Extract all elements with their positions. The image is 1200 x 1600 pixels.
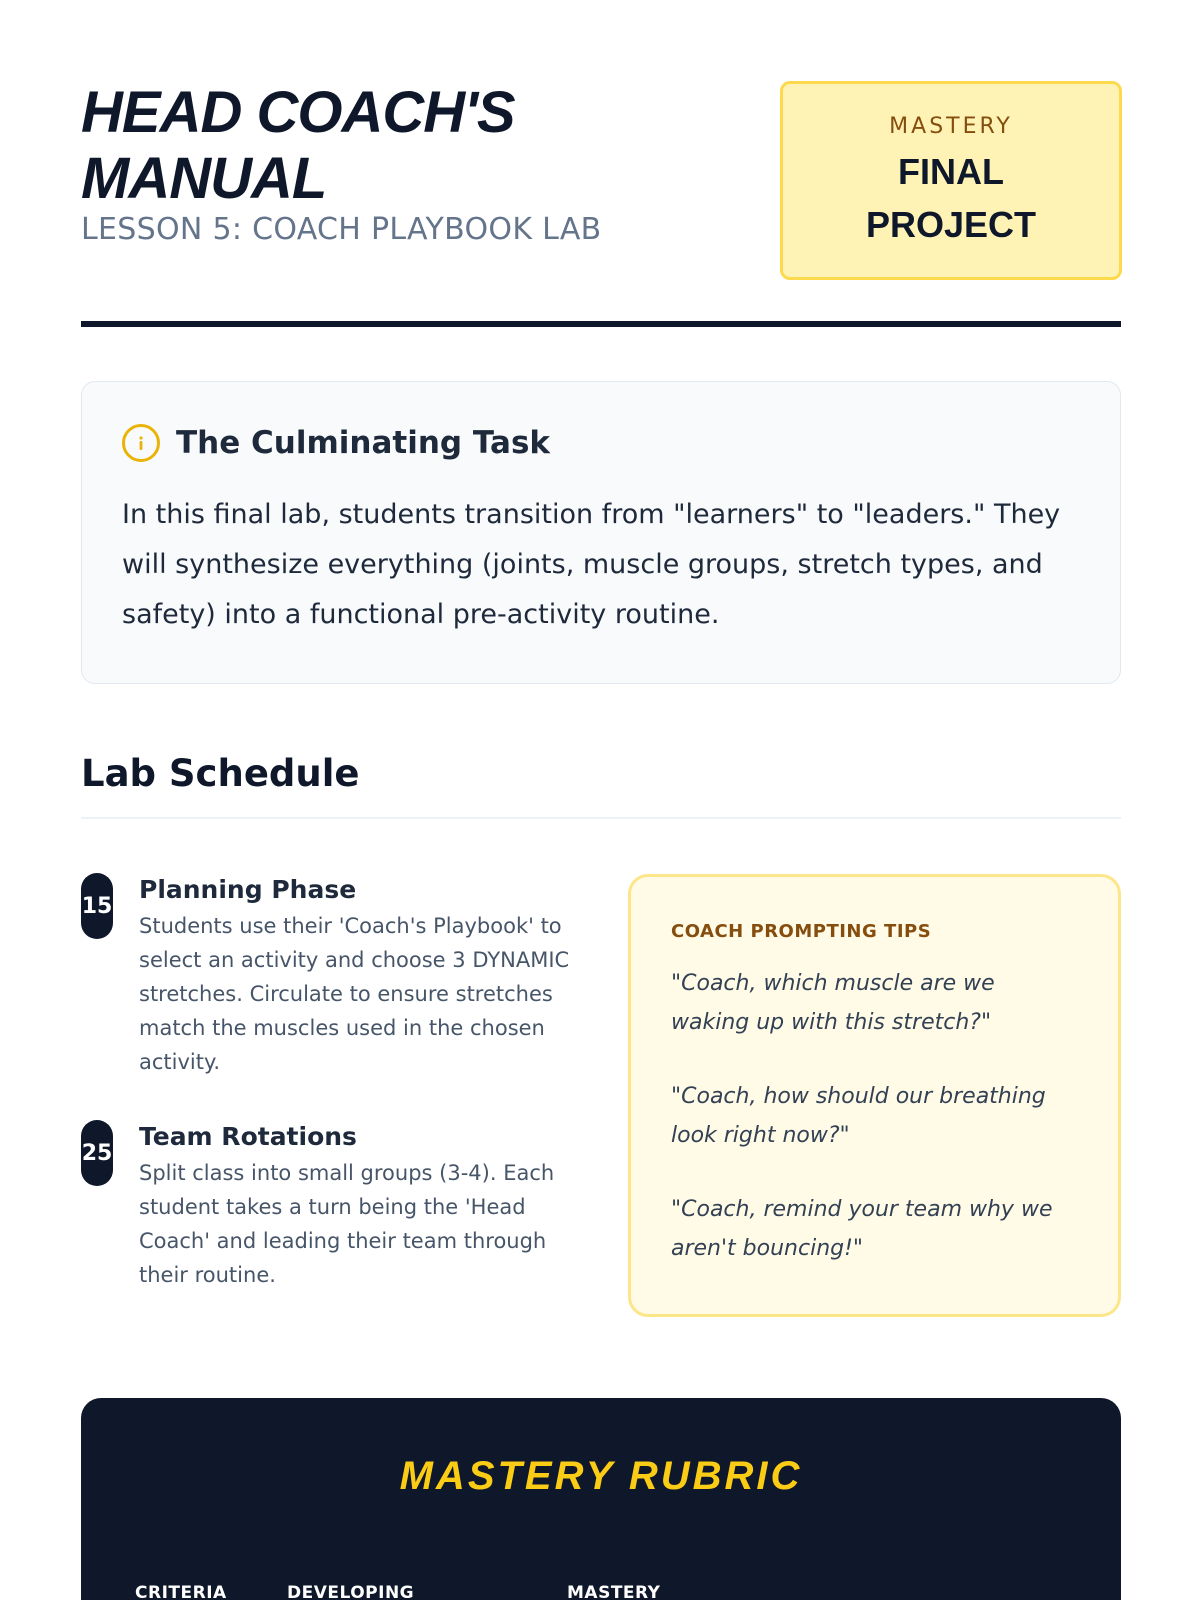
badge-label: MASTERY bbox=[889, 114, 1013, 139]
step-minutes-badge: 15 bbox=[81, 873, 113, 939]
lesson-subtitle: LESSON 5: COACH PLAYBOOK LAB bbox=[81, 212, 602, 247]
coach-tips-card bbox=[628, 874, 1121, 1317]
section-divider bbox=[81, 817, 1121, 819]
step-title: Planning Phase bbox=[139, 875, 357, 904]
task-description: In this final lab, students transition from "learners" to "leaders." They will synthesize everything (joints, muscle groups, stretch types, and safety) into a functional pre-activity routine. bbox=[122, 499, 1061, 630]
rubric-column-header: DEVELOPING bbox=[287, 1583, 415, 1600]
tip-item: "Coach, how should our breathing look right now?" bbox=[671, 1084, 1046, 1148]
rubric-header-row bbox=[135, 1583, 661, 1600]
step-description: Students use their 'Coach's Playbook' to select an activity and choose 3 DYNAMIC stretches. Circulate to ensure stretches match the muscles used in the chosen activity. bbox=[139, 914, 570, 1074]
step-minutes-badge: 25 bbox=[81, 1120, 113, 1186]
step-title: Team Rotations bbox=[139, 1122, 357, 1151]
mastery-rubric-panel bbox=[81, 1398, 1121, 1600]
badge-text bbox=[783, 145, 1119, 251]
badge-line-2: PROJECT bbox=[865, 204, 1037, 245]
rubric-title: MASTERY RUBRIC bbox=[399, 1454, 803, 1498]
step-content bbox=[139, 1120, 579, 1292]
step-description: Split class into small groups (3-4). Each student takes a turn being the 'Head Coach' and leading their team through their routine. bbox=[139, 1161, 555, 1287]
step-content bbox=[139, 873, 579, 1079]
rubric-column-header: MASTERY bbox=[567, 1583, 661, 1600]
task-heading bbox=[122, 424, 1080, 462]
tip-item: "Coach, which muscle are we waking up with this stretch?" bbox=[671, 971, 995, 1035]
culminating-task-card bbox=[81, 381, 1121, 684]
title-line-2: MANUAL bbox=[81, 146, 327, 211]
tips-list bbox=[671, 964, 1078, 1268]
page-header bbox=[81, 80, 1121, 280]
lab-schedule-heading: Lab Schedule bbox=[81, 752, 360, 795]
final-project-badge bbox=[780, 81, 1122, 280]
info-icon bbox=[122, 424, 160, 462]
rubric-column-header: CRITERIA bbox=[135, 1583, 227, 1600]
task-title: The Culminating Task bbox=[176, 425, 551, 461]
schedule-step bbox=[81, 1120, 581, 1300]
badge-line-1: FINAL bbox=[898, 151, 1004, 192]
tip-item: "Coach, remind your team why we aren't bouncing!" bbox=[671, 1197, 1053, 1261]
title-line-1: HEAD COACH'S bbox=[81, 80, 515, 145]
schedule-step bbox=[81, 873, 581, 1083]
header-divider bbox=[81, 321, 1121, 327]
tips-title: COACH PROMPTING TIPS bbox=[671, 921, 932, 942]
